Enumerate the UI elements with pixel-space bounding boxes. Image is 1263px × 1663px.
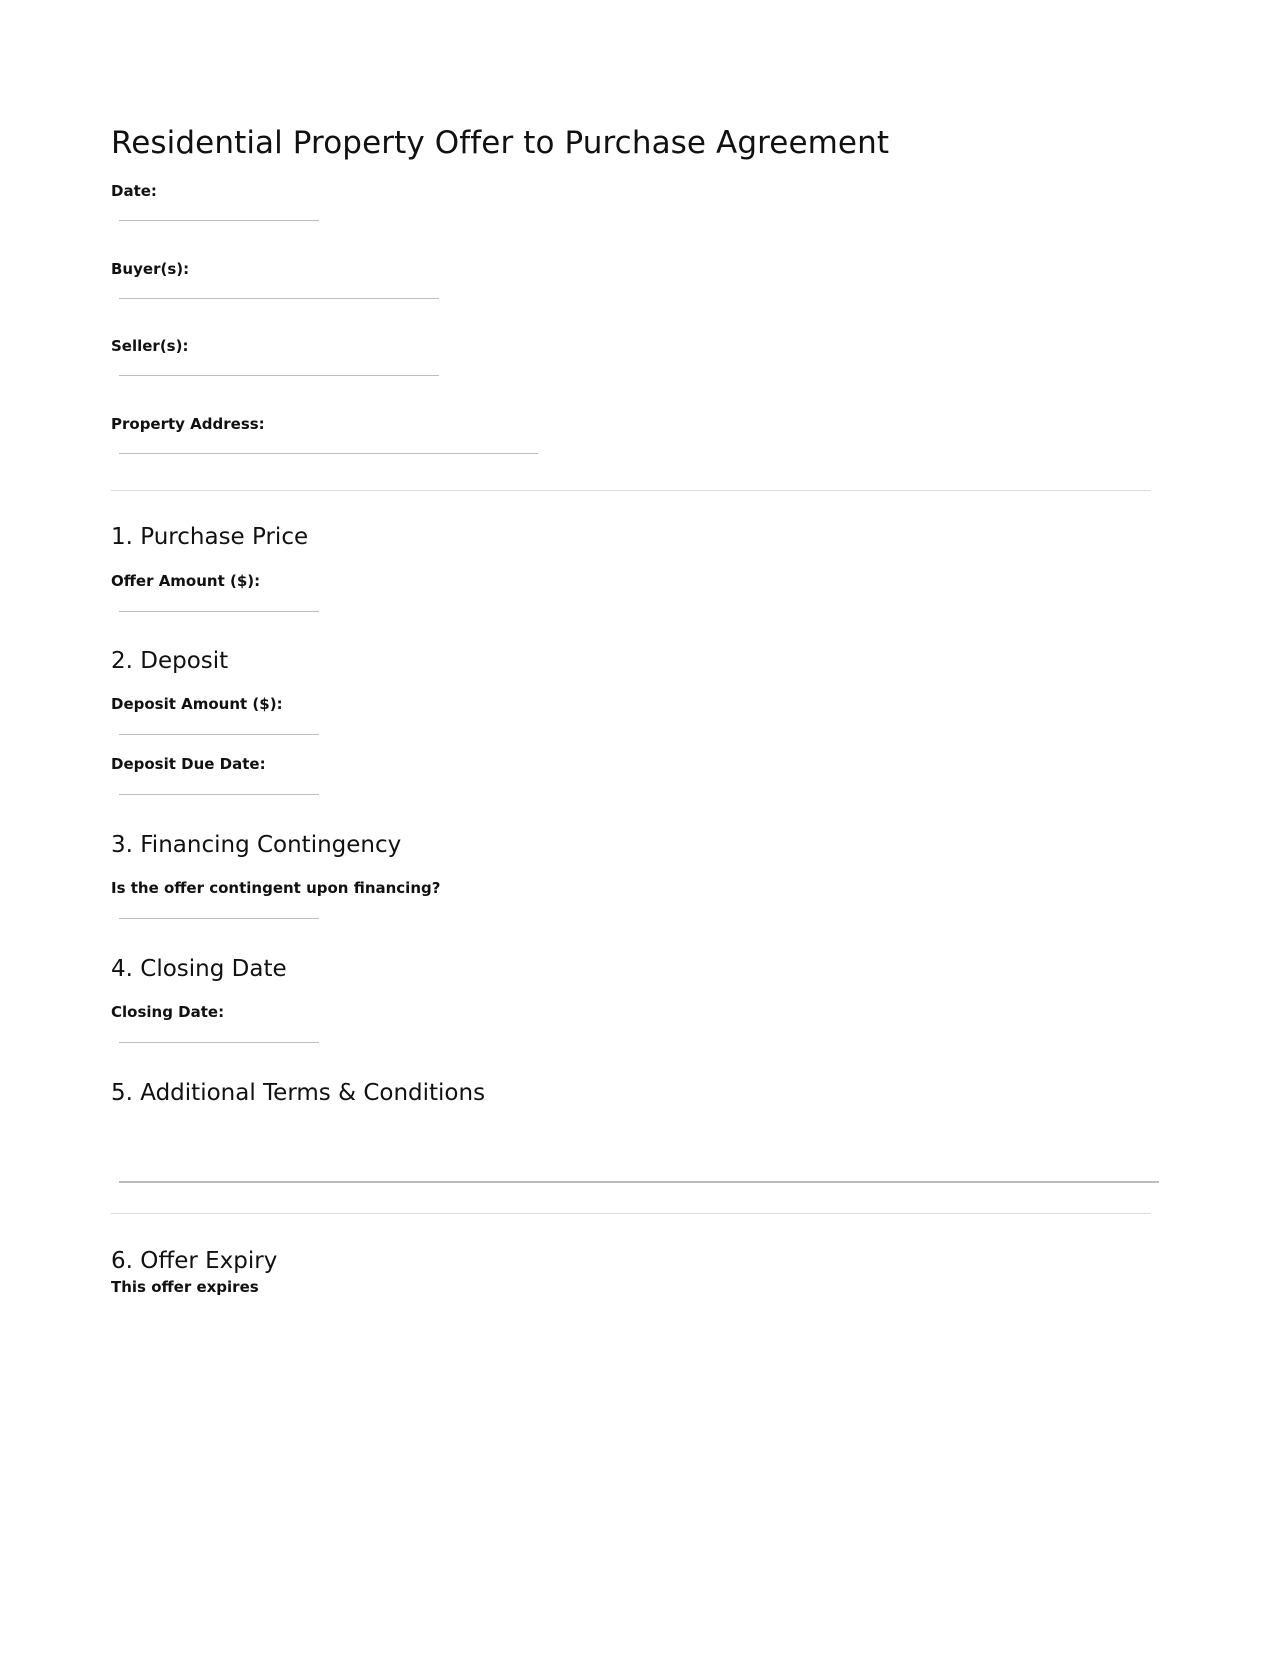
offer-expiry-label-text: This offer expires xyxy=(111,1278,259,1296)
closing-date-heading: 4. Closing Date xyxy=(111,956,287,982)
document-title: Residential Property Offer to Purchase Agreement xyxy=(111,125,890,161)
property-address-label: Property Address: xyxy=(111,415,265,433)
buyers-label: Buyer(s): xyxy=(111,260,190,278)
purchase-price-heading: 1. Purchase Price xyxy=(111,524,309,550)
section-divider xyxy=(111,490,1151,491)
deposit-heading: 2. Deposit xyxy=(111,648,229,674)
additional-terms-textarea[interactable] xyxy=(119,1115,1159,1183)
offer-expiry-label xyxy=(111,1278,259,1297)
deposit-due-date-label: Deposit Due Date: xyxy=(111,755,266,773)
date-field[interactable] xyxy=(119,220,319,221)
financing-contingency-field[interactable] xyxy=(119,918,319,919)
closing-date-field[interactable] xyxy=(119,1042,319,1043)
financing-contingency-heading: 3. Financing Contingency xyxy=(111,832,402,858)
closing-date-label: Closing Date: xyxy=(111,1003,225,1021)
date-label: Date: xyxy=(111,182,157,200)
buyers-field[interactable] xyxy=(119,298,439,299)
property-address-field[interactable] xyxy=(119,453,538,454)
offer-amount-field[interactable] xyxy=(119,611,319,612)
offer-expiry-heading: 6. Offer Expiry xyxy=(111,1248,278,1274)
sellers-field[interactable] xyxy=(119,375,439,376)
deposit-amount-field[interactable] xyxy=(119,734,319,735)
deposit-due-date-field[interactable] xyxy=(119,794,319,795)
additional-terms-heading: 5. Additional Terms & Conditions xyxy=(111,1080,486,1106)
deposit-amount-label: Deposit Amount ($): xyxy=(111,695,283,713)
sellers-label: Seller(s): xyxy=(111,337,189,355)
offer-amount-label: Offer Amount ($): xyxy=(111,572,261,590)
financing-question-label: Is the offer contingent upon financing? xyxy=(111,879,441,897)
section-divider xyxy=(111,1213,1151,1214)
